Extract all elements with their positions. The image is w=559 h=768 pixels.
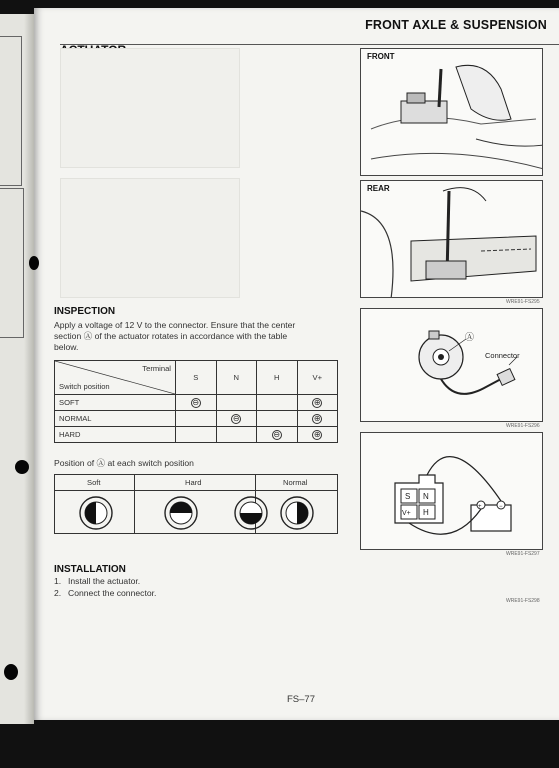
pos-label-hard: Hard bbox=[185, 478, 202, 487]
row-label-normal: NORMAL bbox=[55, 411, 176, 427]
battery-test-illustration bbox=[361, 433, 543, 550]
cell bbox=[216, 427, 257, 443]
cell bbox=[176, 395, 217, 411]
plus-symbol: ⊕ bbox=[313, 397, 321, 407]
figure-battery-code: WRE91-FS297 bbox=[506, 551, 540, 557]
col-header-vplus: V+ bbox=[297, 361, 338, 395]
inspection-line-3: below. bbox=[54, 342, 79, 352]
figure-last-code: WRE91-FS298 bbox=[506, 598, 540, 604]
installation-heading: INSTALLATION bbox=[54, 564, 126, 575]
minus-symbol: ⊖ bbox=[273, 429, 281, 439]
terminal-h: H bbox=[423, 508, 429, 517]
normal-position-diagram bbox=[281, 497, 313, 529]
bleed-through-area-1 bbox=[60, 48, 240, 168]
col-header-s: S bbox=[176, 361, 217, 395]
cell bbox=[176, 427, 217, 443]
section-header: FRONT AXLE & SUSPENSION bbox=[365, 18, 547, 32]
figure-rear bbox=[360, 180, 543, 298]
hard-position-diagram-1 bbox=[165, 497, 197, 529]
position-table bbox=[54, 474, 338, 534]
previous-page-edge bbox=[0, 14, 34, 724]
row-label-hard: HARD bbox=[55, 427, 176, 443]
header-rule bbox=[60, 44, 559, 45]
table-row bbox=[55, 411, 338, 427]
bleed-through-area-2 bbox=[60, 178, 240, 298]
col-header-h: H bbox=[257, 361, 298, 395]
inspection-line-2: section Ⓐ of the actuator rotates in accordance with the table bbox=[54, 331, 288, 341]
actuator-illustration bbox=[361, 309, 543, 422]
inspection-heading: INSPECTION bbox=[54, 306, 116, 317]
page-number: FS–77 bbox=[287, 694, 315, 705]
col-header-n: N bbox=[216, 361, 257, 395]
manual-page bbox=[34, 8, 559, 720]
terminal-table bbox=[54, 360, 338, 443]
minus-symbol: ⊖ bbox=[192, 397, 200, 407]
connector-label: Connector bbox=[485, 351, 520, 360]
cell bbox=[216, 411, 257, 427]
corner-cell bbox=[55, 361, 176, 395]
figure-battery-test bbox=[360, 432, 543, 550]
binder-hole bbox=[15, 460, 29, 474]
soft-position-diagram bbox=[80, 497, 112, 529]
svg-text:+: + bbox=[478, 504, 482, 510]
front-illustration bbox=[361, 49, 543, 176]
cell bbox=[257, 427, 298, 443]
cell bbox=[216, 395, 257, 411]
rear-illustration bbox=[361, 181, 543, 298]
marker-a: Ⓐ bbox=[465, 332, 475, 342]
row-label-soft: SOFT bbox=[55, 395, 176, 411]
cell bbox=[297, 411, 338, 427]
figure-front bbox=[360, 48, 543, 176]
table-row bbox=[55, 395, 338, 411]
binder-hole bbox=[29, 256, 39, 270]
cell bbox=[257, 411, 298, 427]
positions-caption: Position of Ⓐ at each switch position bbox=[54, 458, 194, 468]
table-row bbox=[55, 427, 338, 443]
figure-rear-label: REAR bbox=[367, 184, 390, 193]
cell bbox=[297, 395, 338, 411]
cell bbox=[176, 411, 217, 427]
cell bbox=[297, 427, 338, 443]
hard-position-diagram-2 bbox=[235, 497, 267, 529]
pos-label-soft: Soft bbox=[87, 478, 101, 487]
figure-front-label: FRONT bbox=[367, 52, 395, 61]
terminal-s: S bbox=[405, 492, 411, 501]
cell bbox=[257, 395, 298, 411]
plus-symbol: ⊕ bbox=[313, 429, 321, 439]
position-diagrams bbox=[55, 475, 339, 535]
installation-step-1: 1. Install the actuator. bbox=[54, 576, 141, 586]
terminal-table-header bbox=[55, 361, 338, 395]
plus-symbol: ⊕ bbox=[313, 413, 321, 423]
installation-step-2: 2. Connect the connector. bbox=[54, 588, 157, 598]
terminal-label: Terminal bbox=[142, 364, 171, 373]
terminal-vplus: V+ bbox=[402, 510, 411, 517]
inspection-line-1: Apply a voltage of 12 V to the connector. Ensure that the center bbox=[54, 320, 296, 330]
switch-position-label: Switch position bbox=[59, 382, 110, 391]
svg-text:−: − bbox=[499, 504, 503, 510]
figure-actuator-code: WRE91-FS296 bbox=[506, 423, 540, 429]
figure-actuator bbox=[360, 308, 543, 422]
terminal-n: N bbox=[423, 492, 429, 501]
figure-rear-code: WRE91-FS295 bbox=[506, 299, 540, 305]
pos-label-normal: Normal bbox=[283, 478, 308, 487]
minus-symbol: ⊖ bbox=[232, 413, 240, 423]
binder-hole bbox=[4, 664, 18, 680]
